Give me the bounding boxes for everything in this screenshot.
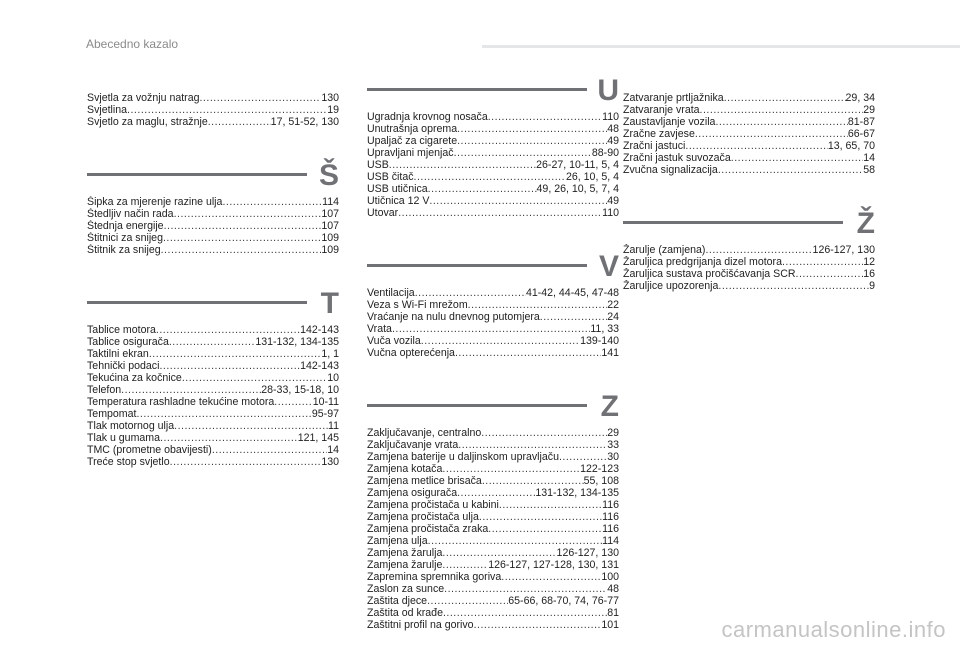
dot-leader	[724, 92, 846, 104]
index-entry	[87, 432, 339, 444]
page-reference: 114	[602, 535, 619, 547]
dot-leader	[428, 183, 537, 195]
dot-leader	[170, 456, 322, 468]
index-entry	[367, 147, 619, 159]
index-entry	[87, 408, 339, 420]
index-term: Tablice motora	[87, 324, 156, 336]
index-entry	[367, 323, 619, 335]
dot-leader	[159, 360, 300, 372]
index-entry	[367, 559, 619, 571]
index-entry	[87, 116, 339, 128]
page-reference: 33	[607, 439, 619, 451]
index-term: Zatvaranje prtljažnika	[623, 92, 724, 104]
page-reference: 131-132, 134-135	[255, 336, 339, 348]
watermark: carmanualsonline.info	[721, 617, 946, 642]
index-entry	[367, 607, 619, 619]
index-entry	[623, 92, 875, 104]
dot-leader	[208, 116, 271, 128]
dot-leader	[457, 123, 607, 135]
index-entry	[87, 420, 339, 432]
page-reference: 66-67	[847, 128, 875, 140]
page-reference: 24	[607, 311, 619, 323]
index-entry	[367, 451, 619, 463]
page-reference: 14	[863, 152, 875, 164]
index-term: Zamjena osigurača	[367, 487, 458, 499]
section-letter: T	[320, 287, 339, 320]
page-reference: 126-127, 130	[556, 547, 619, 559]
page-reference: 29	[607, 427, 619, 439]
index-term: Zamjena pročistača ulja	[367, 511, 479, 523]
dot-leader	[444, 583, 607, 595]
index-entry	[87, 196, 339, 208]
index-entry	[623, 116, 875, 128]
page-reference: 110	[602, 207, 619, 219]
index-entry	[367, 463, 619, 475]
dot-leader	[421, 335, 580, 347]
page-reference: 130	[321, 92, 339, 104]
page-reference: 49, 26, 10, 5, 7, 4	[536, 183, 619, 195]
index-entry	[87, 384, 339, 396]
index-entry	[623, 268, 875, 280]
page-reference: 88-90	[591, 147, 619, 159]
index-entry	[623, 256, 875, 268]
index-entry	[367, 347, 619, 359]
index-entry	[87, 336, 339, 348]
dot-leader	[455, 347, 601, 359]
page-reference: 110	[602, 111, 619, 123]
page-reference: 22	[607, 299, 619, 311]
index-term: USB	[367, 159, 389, 171]
index-term: Temperatura rashladne tekućine motora	[87, 396, 275, 408]
dot-leader	[442, 559, 488, 571]
page-reference: 58	[863, 164, 875, 176]
index-entry	[367, 619, 619, 631]
dot-leader	[127, 104, 327, 116]
dot-leader	[718, 164, 863, 176]
dot-leader	[700, 104, 864, 116]
dot-leader	[468, 299, 608, 311]
index-entry	[367, 111, 619, 123]
index-term: Svjetlina	[87, 104, 128, 116]
section-letter: U	[597, 74, 619, 107]
index-term: Zamjena pročistača u kabini	[367, 499, 499, 511]
dot-leader	[488, 111, 602, 123]
index-entry	[367, 499, 619, 511]
dot-leader	[685, 140, 827, 152]
dot-leader	[442, 463, 580, 475]
dot-leader	[454, 147, 592, 159]
header-rule	[482, 45, 960, 48]
index-term: Žaruljica sustava pročišćavanja SCR	[623, 268, 796, 280]
index-term: Šipka za mjerenje razine ulja	[87, 196, 223, 208]
index-entry	[367, 171, 619, 183]
index-term: Štednja energije	[87, 220, 164, 232]
index-entry	[367, 475, 619, 487]
dot-leader	[415, 287, 526, 299]
index-term: Taktilni ekran	[87, 348, 149, 360]
section-header	[367, 245, 619, 285]
dot-leader	[442, 547, 556, 559]
index-entry	[87, 360, 339, 372]
index-entry	[367, 195, 619, 207]
page-reference: 30	[607, 451, 619, 463]
section-header	[87, 154, 339, 194]
page-reference: 48	[607, 123, 619, 135]
dot-leader	[796, 268, 864, 280]
index-term: Vuča vozila	[367, 335, 421, 347]
index-term: Upravljani mjenjač	[367, 147, 454, 159]
page-reference: 11, 33	[590, 323, 619, 335]
dot-leader	[715, 116, 847, 128]
page-reference: 12	[863, 256, 875, 268]
dot-leader	[156, 324, 300, 336]
dot-leader	[488, 523, 602, 535]
index-term: Utovar	[367, 207, 399, 219]
dot-leader	[274, 396, 312, 408]
index-entry	[87, 348, 339, 360]
page-reference: 10-11	[312, 396, 339, 408]
page-reference: 122-123	[580, 463, 619, 475]
section-divider	[367, 404, 587, 407]
index-term: Utičnica 12 V	[367, 195, 430, 207]
page-reference: 101	[601, 619, 619, 631]
index-term: Štitnik za snijeg	[87, 244, 161, 256]
index-entry	[623, 164, 875, 176]
section-divider	[623, 221, 843, 224]
dot-leader	[458, 439, 607, 451]
page-reference: 141	[601, 347, 619, 359]
index-term: Zamjena žarulja	[367, 547, 443, 559]
page-reference: 142-143	[300, 360, 339, 372]
index-entry	[367, 311, 619, 323]
index-term: Veza s Wi-Fi mrežom	[367, 299, 468, 311]
index-term: Zaštita od krađe	[367, 607, 443, 619]
section-divider	[87, 301, 307, 304]
section-divider	[367, 264, 587, 267]
index-term: Žaruljice upozorenja	[623, 280, 719, 292]
index-entry	[367, 299, 619, 311]
dot-leader	[392, 323, 590, 335]
dot-leader	[501, 571, 601, 583]
index-term: Telefon	[87, 384, 122, 396]
page-reference: 131-132, 134-135	[535, 487, 619, 499]
index-entry	[367, 511, 619, 523]
page-reference: 19	[327, 104, 339, 116]
page-reference: 116	[602, 523, 619, 535]
dot-leader	[169, 336, 255, 348]
index-term: Zaštita djece	[367, 595, 428, 607]
index-term: Zaštitni profil na gorivo	[367, 619, 474, 631]
index-entry	[87, 92, 339, 104]
index-term: Zaustavljanje vozila	[623, 116, 716, 128]
page-reference: 81	[607, 607, 619, 619]
index-column-1	[87, 92, 339, 468]
page-reference: 65-66, 68-70, 74, 76-77	[508, 595, 619, 607]
index-entry	[367, 523, 619, 535]
dot-leader	[443, 607, 607, 619]
index-column-3	[623, 92, 875, 292]
page-reference: 29, 34	[845, 92, 875, 104]
page-reference: 29	[863, 104, 875, 116]
index-term: Tempomat	[87, 408, 137, 420]
index-term: TMC (prometne obavijesti)	[87, 444, 212, 456]
index-term: Tehnički podaci	[87, 360, 160, 372]
dot-leader	[161, 244, 322, 256]
index-entry	[367, 159, 619, 171]
page-reference: 49	[607, 195, 619, 207]
page-reference: 26, 10, 5, 4	[565, 171, 619, 183]
index-term: Zamjena pročistača zraka	[367, 523, 489, 535]
index-term: Upaljač za cigarete	[367, 135, 458, 147]
dot-leader	[163, 232, 321, 244]
index-entry	[623, 152, 875, 164]
page-reference: 17, 51-52, 130	[270, 116, 339, 128]
index-term: Tablice osigurača	[87, 336, 169, 348]
index-term: Zamjena baterije u daljinskom upravljaču	[367, 451, 559, 463]
index-term: Zamjena žarulje	[367, 559, 443, 571]
index-term: Unutrašnja oprema	[367, 123, 458, 135]
index-term: Zaključavanje, centralno	[367, 427, 482, 439]
index-entry	[367, 487, 619, 499]
section-header	[367, 69, 619, 109]
section-letter: Š	[318, 159, 339, 192]
dot-leader	[414, 171, 566, 183]
index-term: Zračni jastuci	[623, 140, 686, 152]
dot-leader	[121, 384, 261, 396]
index-entry	[87, 208, 339, 220]
index-entry	[87, 324, 339, 336]
page-header-title: Abecedno kazalo	[86, 37, 179, 51]
section-letter: V	[598, 250, 619, 283]
index-entry	[367, 427, 619, 439]
index-entry	[623, 104, 875, 116]
index-entry	[367, 135, 619, 147]
index-term: Zamjena metlice brisača	[367, 475, 482, 487]
page-reference: 126-127, 127-128, 130, 131	[488, 559, 619, 571]
index-term: Tlak motornog ulja	[87, 420, 175, 432]
page-reference: 109	[321, 244, 339, 256]
index-entry	[367, 207, 619, 219]
index-term: Žarulje (zamjena)	[623, 244, 706, 256]
page-reference: 139-140	[580, 335, 619, 347]
section-header	[87, 282, 339, 322]
page-reference: 14	[327, 444, 339, 456]
index-term: Svjetla za vožnju natrag	[87, 92, 200, 104]
page-reference: 81-87	[847, 116, 875, 128]
index-term: Zaključavanje vrata	[367, 439, 459, 451]
page-reference: 109	[321, 232, 339, 244]
dot-leader	[136, 408, 311, 420]
index-entry	[623, 244, 875, 256]
dot-leader	[474, 619, 602, 631]
dot-leader	[174, 208, 322, 220]
dot-leader	[389, 159, 536, 171]
page-reference: 121, 145	[297, 432, 339, 444]
index-term: Zračni jastuk suvozača	[623, 152, 731, 164]
index-term: Žaruljica predgrijanja dizel motora	[623, 256, 782, 268]
page-reference: 41-42, 44-45, 47-48	[525, 287, 619, 299]
index-entry	[87, 396, 339, 408]
index-entry	[367, 183, 619, 195]
section-divider	[87, 173, 307, 176]
dot-leader	[427, 595, 508, 607]
dot-leader	[481, 427, 607, 439]
index-entry	[87, 244, 339, 256]
page-reference: 10	[327, 372, 339, 384]
index-term: Svjetlo za maglu, stražnje	[87, 116, 208, 128]
index-entry	[87, 232, 339, 244]
index-entry	[367, 439, 619, 451]
page-reference: 114	[322, 196, 339, 208]
dot-leader	[212, 444, 327, 456]
page-reference: 16	[863, 268, 875, 280]
index-term: Ugradnja krovnog nosača	[367, 111, 488, 123]
dot-leader	[222, 196, 322, 208]
page-reference: 116	[602, 499, 619, 511]
page-reference: 11	[328, 420, 339, 432]
index-term: Vrata	[367, 323, 392, 335]
page-reference: 116	[602, 511, 619, 523]
index-term: Zapremina spremnika goriva	[367, 571, 502, 583]
section-header	[367, 385, 619, 425]
index-entry	[367, 595, 619, 607]
dot-leader	[149, 348, 322, 360]
index-entry	[367, 547, 619, 559]
index-term: Ventilacija	[367, 287, 415, 299]
index-term: USB utičnica	[367, 183, 428, 195]
dot-leader	[174, 420, 328, 432]
page-reference: 107	[321, 208, 339, 220]
index-term: Tekućina za kočnice	[87, 372, 182, 384]
dot-leader	[559, 451, 607, 463]
page-reference: 130	[321, 456, 339, 468]
dot-leader	[705, 244, 812, 256]
dot-leader	[429, 195, 607, 207]
index-entry	[87, 220, 339, 232]
dot-leader	[499, 499, 602, 511]
dot-leader	[782, 256, 863, 268]
page-reference: 95-97	[311, 408, 339, 420]
page-reference: 13, 65, 70	[827, 140, 875, 152]
dot-leader	[199, 92, 321, 104]
section-letter: Z	[600, 390, 619, 423]
page-reference: 48	[607, 583, 619, 595]
index-term: Zaslon za sunce	[367, 583, 445, 595]
page-reference: 100	[601, 571, 619, 583]
index-entry	[367, 287, 619, 299]
index-entry	[623, 280, 875, 292]
index-entry	[87, 456, 339, 468]
index-entry	[367, 583, 619, 595]
index-term: USB čitač	[367, 171, 414, 183]
index-term: Zatvaranje vrata	[623, 104, 700, 116]
index-entry	[623, 140, 875, 152]
dot-leader	[164, 220, 322, 232]
dot-leader	[695, 128, 848, 140]
index-column-2	[367, 69, 619, 631]
index-entry	[367, 335, 619, 347]
dot-leader	[731, 152, 863, 164]
page-reference: 49	[607, 135, 619, 147]
dot-leader	[182, 372, 327, 384]
page-reference: 126-127, 130	[812, 244, 875, 256]
index-term: Štedljiv način rada	[87, 208, 174, 220]
index-term: Zvučna signalizacija	[623, 164, 718, 176]
index-term: Zamjena kotača	[367, 463, 443, 475]
index-entry	[367, 571, 619, 583]
section-letter: Ž	[856, 207, 875, 240]
index-term: Vraćanje na nulu dnevnog putomjera	[367, 311, 540, 323]
dot-leader	[457, 135, 607, 147]
page-reference: 107	[321, 220, 339, 232]
index-term: Treće stop svjetlo	[87, 456, 170, 468]
dot-leader	[482, 475, 584, 487]
index-term: Zračne zavjese	[623, 128, 695, 140]
page-reference: 9	[869, 280, 875, 292]
index-term: Tlak u gumama	[87, 432, 161, 444]
dot-leader	[398, 207, 602, 219]
page-reference: 55, 108	[583, 475, 619, 487]
dot-leader	[457, 487, 535, 499]
dot-leader	[540, 311, 607, 323]
page-reference: 1, 1	[321, 348, 339, 360]
index-entry	[367, 123, 619, 135]
index-term: Štitnici za snijeg	[87, 232, 163, 244]
index-entry	[367, 535, 619, 547]
dot-leader	[479, 511, 602, 523]
index-entry	[87, 104, 339, 116]
index-entry	[87, 372, 339, 384]
dot-leader	[718, 280, 869, 292]
section-header	[623, 202, 875, 242]
index-entry	[87, 444, 339, 456]
dot-leader	[160, 432, 298, 444]
section-divider	[367, 88, 587, 91]
dot-leader	[428, 535, 602, 547]
page-reference: 28-33, 15-18, 10	[261, 384, 339, 396]
index-term: Zamjena ulja	[367, 535, 428, 547]
page-reference: 26-27, 10-11, 5, 4	[536, 159, 619, 171]
page-reference: 142-143	[300, 324, 339, 336]
index-entry	[623, 128, 875, 140]
index-term: Vučna opterećenja	[367, 347, 455, 359]
